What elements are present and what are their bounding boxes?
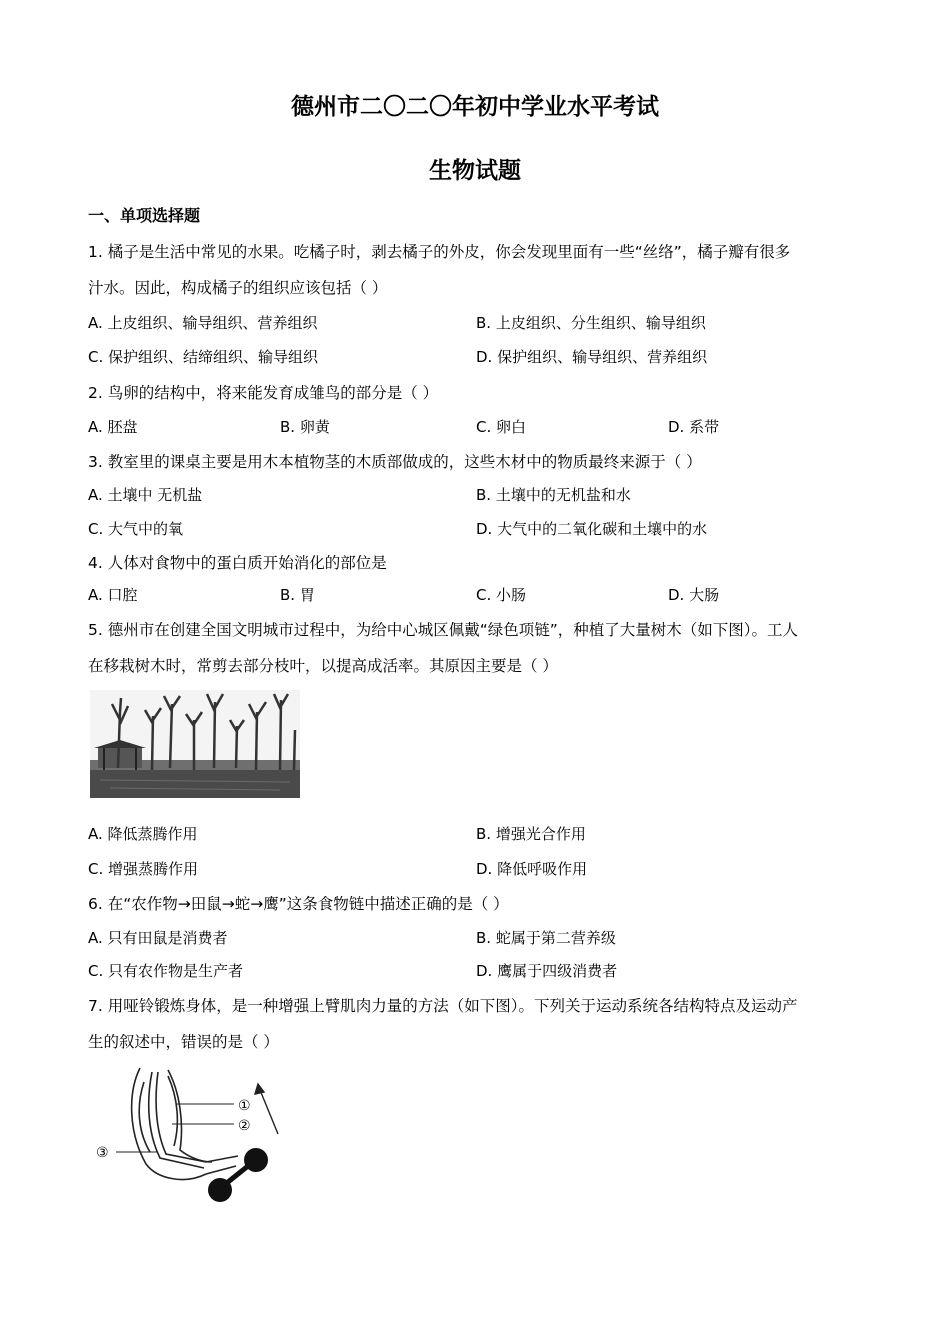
q2-option-a: A. 胚盘 bbox=[88, 418, 138, 436]
diagram-label-3: ③ bbox=[96, 1145, 109, 1161]
q5-stem-line2: 在移栽树木时，常剪去部分枝叶，以提高成活率。其原因主要是（ ） bbox=[88, 657, 558, 675]
exam-title: 德州市二〇二〇年初中学业水平考试 bbox=[291, 94, 659, 120]
section-title: 一、单项选择题 bbox=[88, 206, 201, 225]
q1-option-d: D. 保护组织、输导组织、营养组织 bbox=[476, 348, 708, 366]
q2-option-b: B. 卵黄 bbox=[280, 418, 330, 436]
q4-option-a: A. 口腔 bbox=[88, 586, 138, 604]
q5-option-b: B. 增强光合作用 bbox=[476, 825, 586, 843]
q4-option-c: C. 小肠 bbox=[476, 586, 527, 604]
q3-option-c: C. 大气中的氧 bbox=[88, 520, 184, 538]
q4-stem: 4. 人体对食物中的蛋白质开始消化的部位是 bbox=[88, 554, 387, 572]
q6-option-d: D. 鹰属于四级消费者 bbox=[476, 962, 618, 980]
q6-option-b: B. 蛇属于第二营养级 bbox=[476, 929, 616, 947]
q6-option-c: C. 只有农作物是生产者 bbox=[88, 962, 244, 980]
q3-option-b: B. 土壤中的无机盐和水 bbox=[476, 486, 631, 504]
diagram-label-2: ② bbox=[238, 1118, 251, 1134]
q7-stem-line2: 生的叙述中，错误的是（ ） bbox=[88, 1033, 279, 1051]
q5-option-a: A. 降低蒸腾作用 bbox=[88, 825, 198, 843]
q3-stem: 3. 教室里的课桌主要是用木本植物茎的木质部做成的，这些木材中的物质最终来源于（ ） bbox=[88, 453, 702, 471]
tree-planting-photo bbox=[90, 690, 300, 798]
q5-stem-line1: 5. 德州市在创建全国文明城市过程中，为给中心城区佩戴“绿色项链”，种植了大量树木（如下图）。工人 bbox=[88, 621, 799, 639]
q2-option-c: C. 卵白 bbox=[476, 418, 527, 436]
q1-stem-line2: 汁水。因此，构成橘子的组织应该包括（ ） bbox=[88, 279, 388, 297]
q4-option-b: B. 胃 bbox=[280, 586, 315, 604]
q3-option-d: D. 大气中的二氧化碳和土壤中的水 bbox=[476, 520, 708, 538]
diagram-label-1: ① bbox=[238, 1098, 251, 1114]
exam-subtitle: 生物试题 bbox=[429, 158, 521, 184]
q4-option-d: D. 大肠 bbox=[668, 586, 720, 604]
q5-option-c: C. 增强蒸腾作用 bbox=[88, 860, 199, 878]
q5-option-d: D. 降低呼吸作用 bbox=[476, 860, 588, 878]
q2-option-d: D. 系带 bbox=[668, 418, 720, 436]
q1-option-c: C. 保护组织、结缔组织、输导组织 bbox=[88, 348, 319, 366]
q3-option-a: A. 土壤中 无机盐 bbox=[88, 486, 203, 504]
q6-stem: 6. 在“农作物→田鼠→蛇→鹰”这条食物链中描述正确的是（ ） bbox=[88, 895, 509, 913]
q2-stem: 2. 鸟卵的结构中，将来能发育成雏鸟的部分是（ ） bbox=[88, 384, 439, 402]
q1-stem-line1: 1. 橘子是生活中常见的水果。吃橘子时，剥去橘子的外皮，你会发现里面有一些“丝络”，橘子瓣有很多 bbox=[88, 243, 791, 261]
q6-option-a: A. 只有田鼠是消费者 bbox=[88, 929, 228, 947]
arm-dumbbell-diagram bbox=[88, 1062, 288, 1212]
q7-stem-line1: 7. 用哑铃锻炼身体，是一种增强上臂肌肉力量的方法（如下图）。下列关于运动系统各结构特点及运动产 bbox=[88, 997, 798, 1015]
q1-option-b: B. 上皮组织、分生组织、输导组织 bbox=[476, 314, 706, 332]
q1-option-a: A. 上皮组织、输导组织、营养组织 bbox=[88, 314, 318, 332]
